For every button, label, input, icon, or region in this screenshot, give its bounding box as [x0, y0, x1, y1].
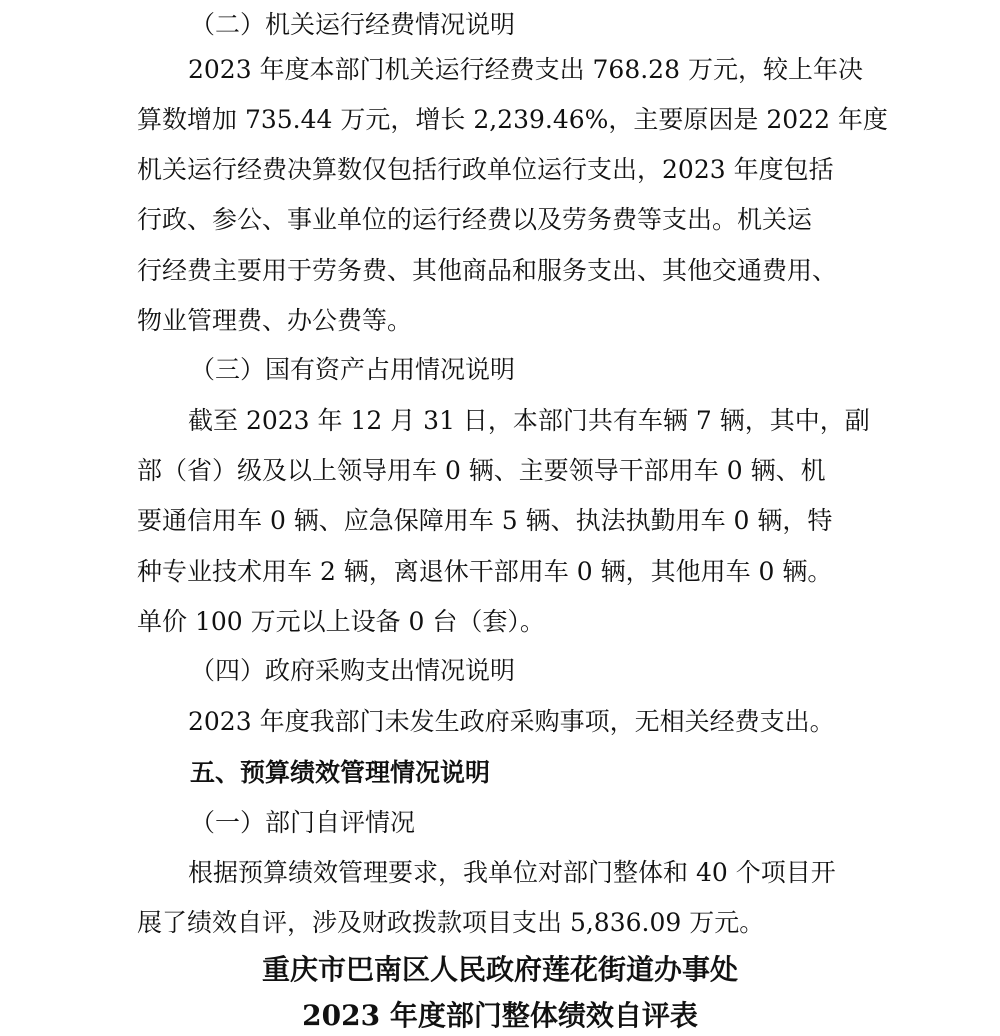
paragraph-line: 展了绩效自评，涉及财政拨款项目支出 5,836.09 万元。 — [137, 908, 765, 937]
paragraph-line: 2023 年度我部门未发生政府采购事项，无相关经费支出。 — [188, 707, 835, 736]
paragraph-line: 截至 2023 年 12 月 31 日，本部门共有车辆 7 辆，其中，副 — [188, 406, 870, 435]
paragraph-line: 2023 年度本部门机关运行经费支出 768.28 万元，较上年决 — [188, 55, 863, 84]
section-heading-procurement: （四）政府采购支出情况说明 — [190, 656, 516, 685]
paragraph-line: 种专业技术用车 2 辆，离退休干部用车 0 辆，其他用车 0 辆。 — [137, 557, 833, 586]
paragraph-line: 单价 100 万元以上设备 0 台（套）。 — [137, 607, 545, 636]
paragraph-line: 行政、参公、事业单位的运行经费以及劳务费等支出。机关运 — [137, 205, 813, 234]
section-heading-operating-expenses: （二）机关运行经费情况说明 — [190, 10, 516, 39]
paragraph-line: 行经费主要用于劳务费、其他商品和服务支出、其他交通费用、 — [137, 256, 838, 285]
table-title-year: 2023 年度部门整体绩效自评表 — [302, 999, 698, 1032]
section-heading-state-assets: （三）国有资产占用情况说明 — [190, 355, 516, 384]
table-title-organization: 重庆市巴南区人民政府莲花街道办事处 — [261, 953, 738, 986]
paragraph-line: 部（省）级及以上领导用车 0 辆、主要领导干部用车 0 辆、机 — [137, 456, 826, 485]
paragraph-line: 算数增加 735.44 万元，增长 2,239.46%，主要原因是 2022 年度 — [137, 105, 888, 134]
paragraph-line: 物业管理费、办公费等。 — [137, 306, 413, 335]
paragraph-line: 机关运行经费决算数仅包括行政单位运行支出，2023 年度包括 — [137, 155, 834, 184]
section-heading-performance-management: 五、预算绩效管理情况说明 — [190, 758, 491, 787]
paragraph-line: 根据预算绩效管理要求，我单位对部门整体和 40 个项目开 — [188, 858, 836, 887]
paragraph-line: 要通信用车 0 辆、应急保障用车 5 辆、执法执勤用车 0 辆，特 — [137, 506, 833, 535]
section-heading-self-evaluation: （一）部门自评情况 — [190, 808, 416, 837]
